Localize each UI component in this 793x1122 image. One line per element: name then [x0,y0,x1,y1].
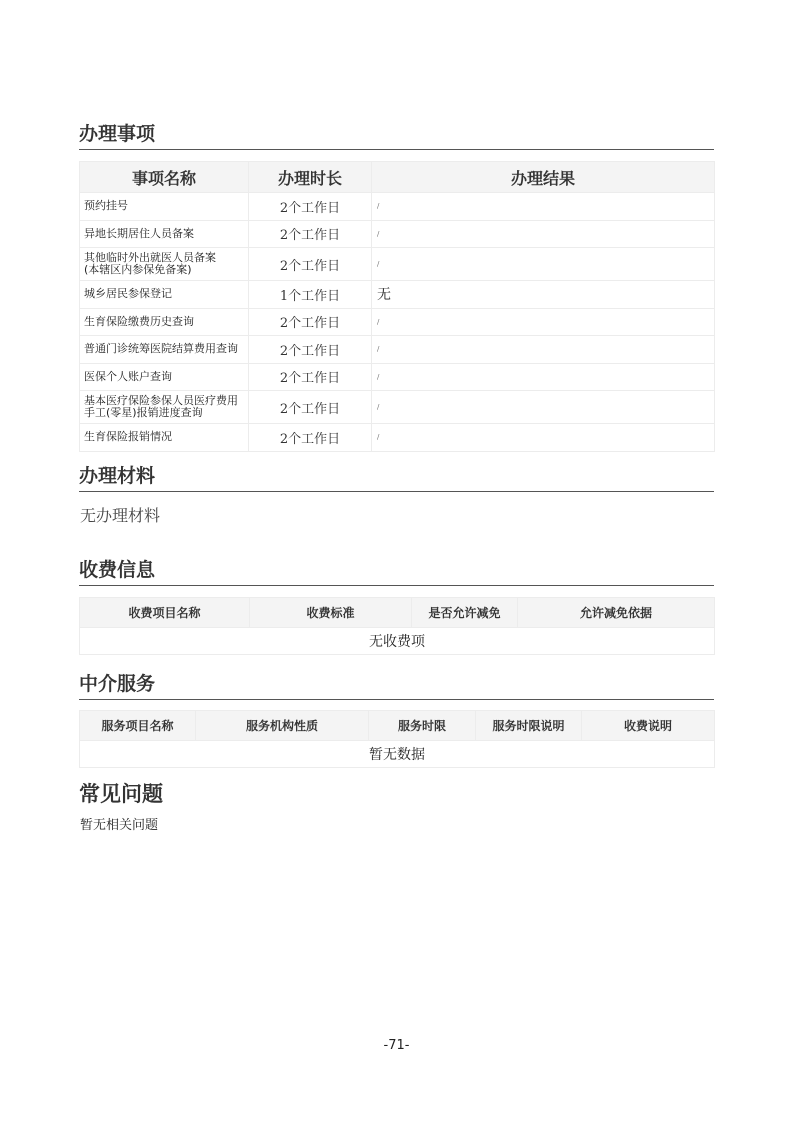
section-title-items: 办理事项 [79,122,714,150]
items-header-result: 办理结果 [372,162,715,193]
item-name: 预约挂号 [80,193,249,221]
item-duration: 2个工作日 [249,220,372,248]
item-name: 医保个人账户查询 [80,363,249,391]
fees-empty-row [80,628,715,655]
item-duration: 2个工作日 [249,424,372,452]
item-result: / [372,424,715,452]
item-result: 无 [372,281,715,309]
agency-header-time-limit: 服务时限 [369,711,476,741]
agency-empty-text: 暂无数据 [80,741,715,768]
table-row [80,363,715,391]
item-duration: 2个工作日 [249,308,372,336]
item-name: 其他临时外出就医人员备案 (本辖区内参保免备案) [80,248,249,281]
item-result: / [372,220,715,248]
faq-text: 暂无相关问题 [80,818,159,833]
agency-header-fee-note: 收费说明 [582,711,715,741]
section-title-agency: 中介服务 [79,672,714,700]
items-header-duration: 办理时长 [249,162,372,193]
agency-table [79,710,715,768]
item-name: 城乡居民参保登记 [80,281,249,309]
item-result: / [372,248,715,281]
page-number: -71- [383,1038,410,1053]
table-row [80,424,715,452]
item-name: 普通门诊统筹医院结算费用查询 [80,336,249,364]
fees-header-basis: 允许减免依据 [518,598,715,628]
item-name: 基本医疗保险参保人员医疗费用 手工(零星)报销进度查询 [80,391,249,424]
table-row [80,391,715,424]
item-result: / [372,308,715,336]
agency-header-nature: 服务机构性质 [196,711,369,741]
table-row [80,248,715,281]
item-result: / [372,391,715,424]
table-row [80,336,715,364]
item-name: 生育保险报销情况 [80,424,249,452]
agency-header-item: 服务项目名称 [80,711,196,741]
fees-table [79,597,715,655]
agency-header-time-note: 服务时限说明 [476,711,582,741]
items-table-header-row [80,162,715,193]
section-title-faq: 常见问题 [79,782,163,806]
item-result: / [372,363,715,391]
materials-text: 无办理材料 [80,506,161,525]
agency-table-header-row [80,711,715,741]
item-duration: 2个工作日 [249,193,372,221]
item-result: / [372,336,715,364]
table-row [80,220,715,248]
section-title-fees: 收费信息 [79,558,714,586]
items-table [79,161,715,452]
fees-empty-text: 无收费项 [80,628,715,655]
item-duration: 2个工作日 [249,363,372,391]
fees-header-standard: 收费标准 [250,598,412,628]
fees-table-header-row [80,598,715,628]
table-row [80,308,715,336]
table-row [80,193,715,221]
section-title-materials: 办理材料 [79,464,714,492]
fees-header-reducible: 是否允许减免 [412,598,518,628]
item-duration: 2个工作日 [249,336,372,364]
item-name: 生育保险缴费历史查询 [80,308,249,336]
items-header-name: 事项名称 [80,162,249,193]
table-row [80,281,715,309]
agency-empty-row [80,741,715,768]
item-duration: 1个工作日 [249,281,372,309]
item-duration: 2个工作日 [249,248,372,281]
item-name: 异地长期居住人员备案 [80,220,249,248]
items-table-body [80,193,715,452]
item-result: / [372,193,715,221]
item-duration: 2个工作日 [249,391,372,424]
fees-header-name: 收费项目名称 [80,598,250,628]
